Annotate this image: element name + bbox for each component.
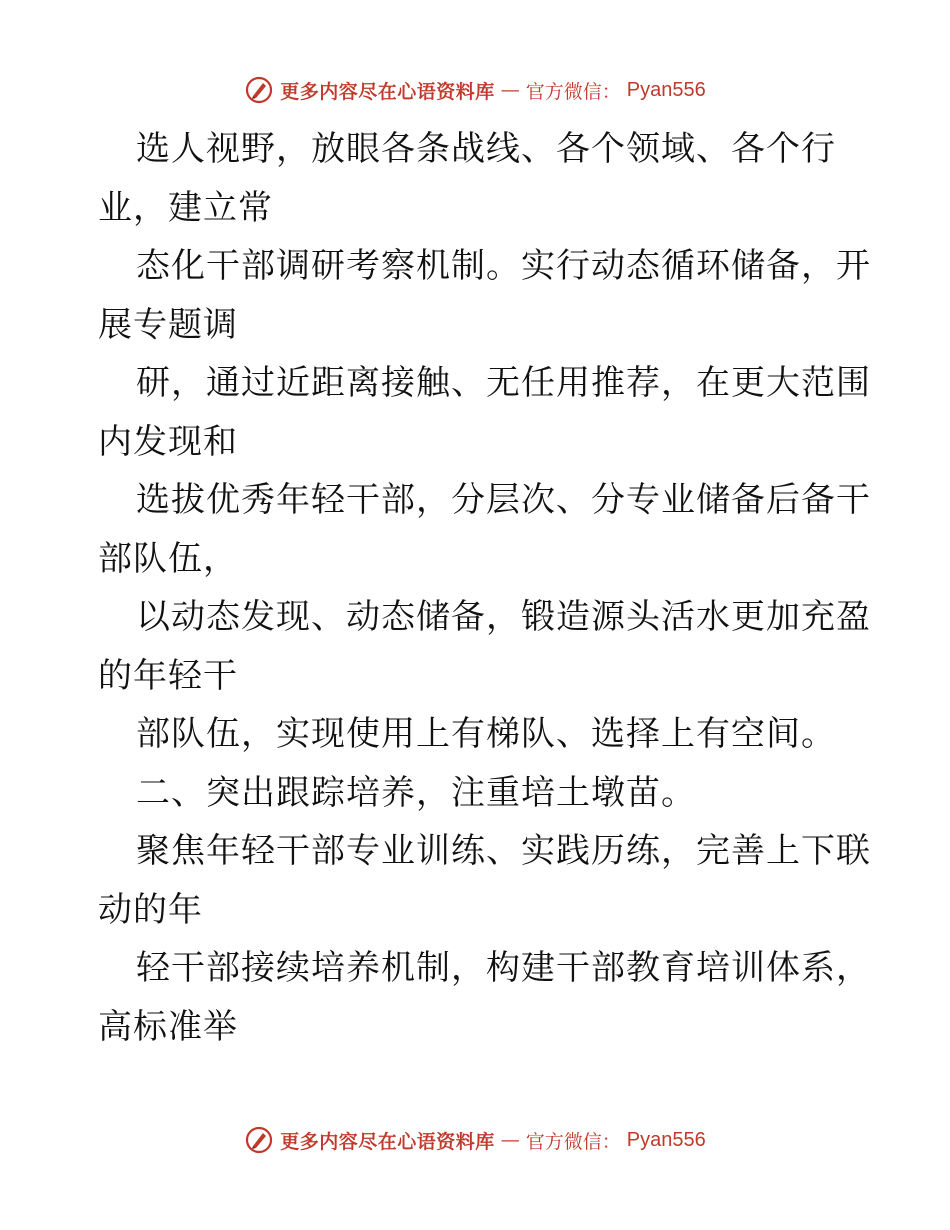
watermark-text: 更多内容尽在心语资料库 <box>280 1130 495 1153</box>
header-watermark <box>0 72 950 108</box>
text-line: 内发现和 <box>98 421 238 462</box>
watermark-wechat-id: Pyan556 <box>626 1128 706 1151</box>
text-line: 业，建立常 <box>98 187 273 228</box>
text-line: 部队伍， <box>98 538 238 579</box>
text-line: 的年轻干 <box>98 655 238 696</box>
text-line: 轻干部接续培养机制，构建干部教育培训体系， <box>136 948 871 988</box>
watermark-dash: — <box>500 1129 520 1151</box>
text-line: 动的年 <box>98 889 203 930</box>
text-line: 高标准举 <box>98 1006 238 1047</box>
watermark-wechat-id: Pyan556 <box>626 78 706 101</box>
text-line: 聚焦年轻干部专业训练、实践历练，完善上下联 <box>136 831 871 871</box>
text-line: 展专题调 <box>98 304 238 345</box>
text-line: 以动态发现、动态储备，锻造源头活水更加充盈 <box>136 597 871 637</box>
document-body <box>98 120 871 1056</box>
text-line: 选人视野，放眼各条战线、各个领域、各个行 <box>136 129 836 169</box>
text-line: 研，通过近距离接触、无任用推荐，在更大范围 <box>136 363 871 403</box>
footer-watermark <box>0 1122 950 1158</box>
pen-logo-icon <box>244 1125 274 1155</box>
watermark-dash: — <box>500 79 520 101</box>
section-heading: 二、突出跟踪培养，注重培土墩苗。 <box>136 772 696 813</box>
text-line: 选拔优秀年轻干部，分层次、分专业储备后备干 <box>136 480 871 520</box>
watermark-wechat-label: 官方微信： <box>525 1130 621 1153</box>
watermark-text: 更多内容尽在心语资料库 <box>280 80 495 103</box>
pen-logo-icon <box>244 75 274 105</box>
watermark-wechat-label: 官方微信： <box>525 80 621 103</box>
text-line: 态化干部调研考察机制。实行动态循环储备，开 <box>136 246 871 286</box>
text-line: 部队伍，实现使用上有梯队、选择上有空间。 <box>136 714 836 754</box>
